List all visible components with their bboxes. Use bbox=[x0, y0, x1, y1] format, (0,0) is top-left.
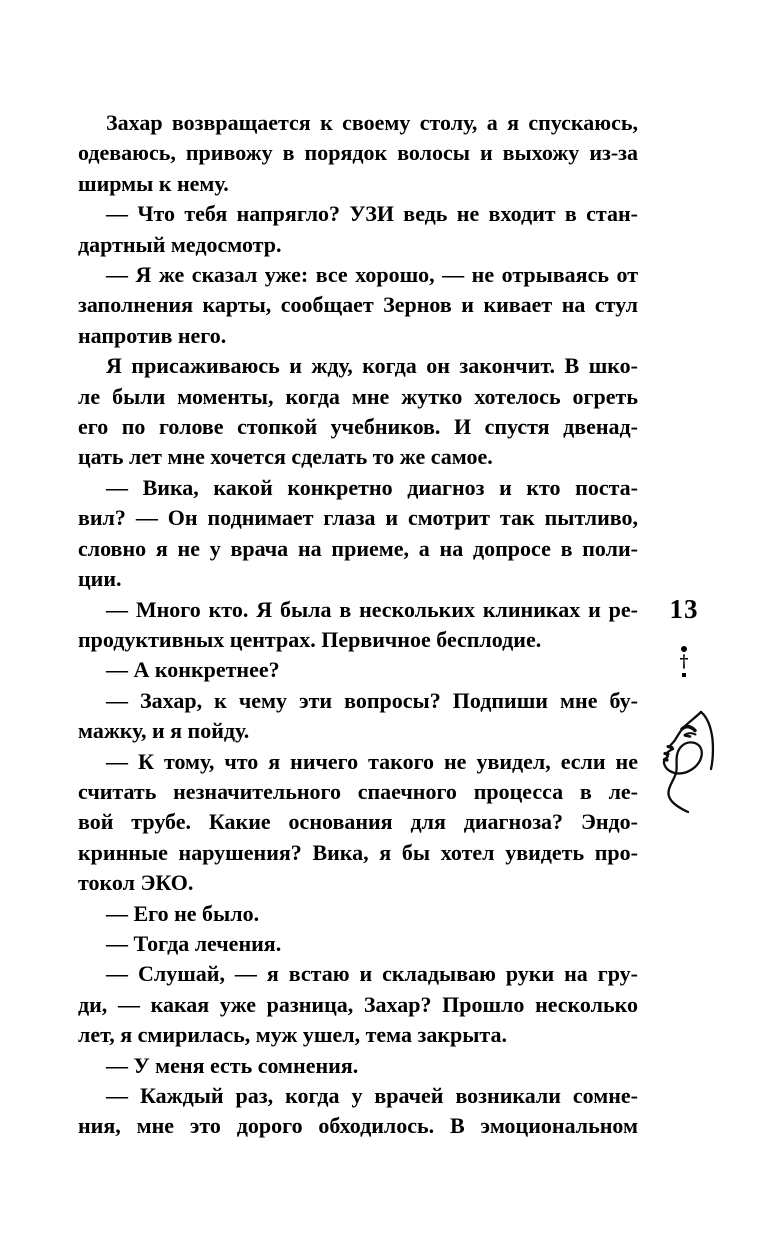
text-line: — У меня есть сомнения. bbox=[106, 1052, 359, 1078]
text-line: ле были моменты, когда мне жутко хотелось огреть bbox=[78, 383, 638, 409]
text-line: — А конкретнее? bbox=[106, 657, 280, 683]
text-line: — Что тебя напрягло? УЗИ ведь не входит в стан- bbox=[106, 201, 638, 227]
text-line: — Его не было. bbox=[106, 900, 260, 926]
text-line: ди, — какая уже разница, Захар? Прошло несколько bbox=[78, 991, 638, 1017]
text-line: — Вика, какой конкретно диагноз и кто поста- bbox=[106, 474, 638, 500]
text-line: мажку, и я пойду. bbox=[78, 718, 250, 744]
text-line: — Слушай, — я встаю и складываю руки на гру- bbox=[106, 961, 638, 987]
page-edge-ornament bbox=[674, 646, 694, 677]
text-line: напротив него. bbox=[78, 322, 227, 348]
text-line: Захар возвращается к своему столу, а я спускаюсь, bbox=[106, 110, 638, 135]
text-line: лет, я смирилась, муж ушел, тема закрыта. bbox=[78, 1022, 507, 1048]
text-line: заполнения карты, сообщает Зернов и кивает на стул bbox=[78, 292, 638, 318]
dagger-icon: † bbox=[679, 652, 689, 672]
text-line: цать лет мне хочется сделать то же самое. bbox=[78, 444, 493, 470]
text-line: — К тому, что я ничего такого не увидел, если не bbox=[106, 748, 638, 774]
text-line: — Каждый раз, когда у врачей возникали сомне- bbox=[106, 1083, 638, 1108]
page-text bbox=[78, 108, 638, 1142]
small-dot-icon bbox=[682, 673, 686, 677]
text-line: ширмы к нему. bbox=[78, 170, 229, 196]
page-number: 13 bbox=[669, 594, 699, 624]
text-line: словно я не у врача на приеме, а на допросе в поли- bbox=[78, 535, 638, 561]
text-line: — Захар, к чему эти вопросы? Подпиши мне бу- bbox=[106, 687, 638, 713]
text-line: ния, мне это дорого обходилось. В эмоциональном bbox=[78, 1113, 638, 1139]
text-line: Я присаживаюсь и жду, когда он закончит. В шко- bbox=[106, 353, 638, 379]
text-line: его по голове стопкой учебников. И спустя двенад- bbox=[78, 414, 638, 440]
text-line: — Тогда лечения. bbox=[106, 930, 282, 956]
text-line: продуктивных центрах. Первичное бесплодие. bbox=[78, 626, 542, 652]
text-line: — Много кто. Я была в нескольких клиниках и ре- bbox=[106, 596, 638, 622]
profile-face-illustration bbox=[650, 700, 768, 822]
text-line: считать незначительного спаечного процесса в ле- bbox=[78, 778, 638, 804]
text-line: — Я же сказал уже: все хорошо, — не отрываясь от bbox=[106, 262, 638, 288]
text-line: дартный медосмотр. bbox=[78, 231, 282, 257]
text-line: вой трубе. Какие основания для диагноза? Эндо- bbox=[78, 809, 638, 835]
text-line: одеваюсь, привожу в порядок волосы и выхожу из-за bbox=[78, 140, 638, 166]
text-line: кринные нарушения? Вика, я бы хотел увидеть про- bbox=[78, 839, 638, 865]
text-line: ции. bbox=[78, 566, 122, 592]
text-line: токол ЭКО. bbox=[78, 870, 194, 896]
text-line: вил? — Он поднимает глаза и смотрит так пытливо, bbox=[78, 505, 638, 531]
